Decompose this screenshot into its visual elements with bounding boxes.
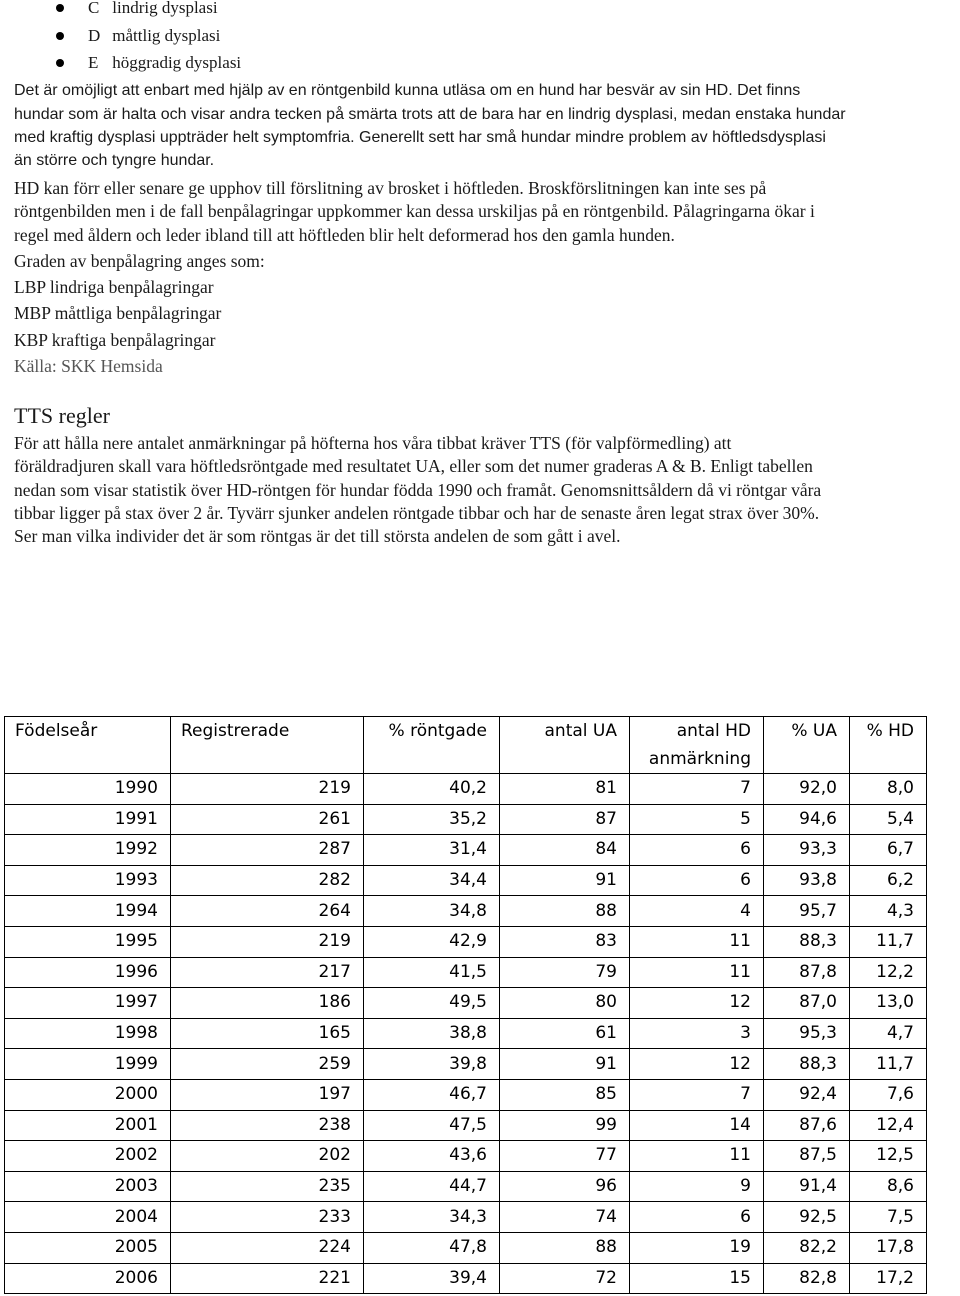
text-line: nedan som visar statistik över HD-röntgen för hundar födda 1990 och framåt. Genomsnittsåldern då vi röntgar våra — [14, 480, 822, 500]
table-cell: 14 — [630, 1110, 764, 1141]
column-header: antal UA — [500, 717, 630, 774]
table-cell: 5,4 — [850, 804, 927, 835]
grade-text: höggradig dysplasi — [112, 53, 242, 72]
table-cell: 165 — [171, 1018, 364, 1049]
table-row — [5, 957, 927, 988]
table-cell: 95,7 — [764, 896, 850, 927]
table-cell: 2003 — [5, 1171, 171, 1202]
table-cell: 2005 — [5, 1232, 171, 1263]
table-cell: 1994 — [5, 896, 171, 927]
table-row — [5, 1049, 927, 1080]
table-cell: 43,6 — [364, 1141, 500, 1172]
table-cell: 1997 — [5, 988, 171, 1019]
table-row — [5, 1202, 927, 1233]
table-cell: 8,6 — [850, 1171, 927, 1202]
table-cell: 264 — [171, 896, 364, 927]
table-row — [5, 1018, 927, 1049]
table-cell: 49,5 — [364, 988, 500, 1019]
table-cell: 1990 — [5, 774, 171, 805]
grade-code: E — [88, 53, 99, 72]
table-cell: 88 — [500, 1232, 630, 1263]
table-cell: 233 — [171, 1202, 364, 1233]
table-cell: 1993 — [5, 865, 171, 896]
table-cell: 47,5 — [364, 1110, 500, 1141]
source-citation: Källa: SKK Hemsida — [14, 356, 163, 376]
column-header: % röntgade — [364, 717, 500, 774]
table-cell: 15 — [630, 1263, 764, 1294]
table-cell: 1998 — [5, 1018, 171, 1049]
text-line: Det är omöjligt att enbart med hjälp av en röntgenbild kunna utläsa om en hund har besvär av sin HD. Det finns — [14, 82, 801, 99]
table-cell: 6 — [630, 835, 764, 866]
table-cell: 17,8 — [850, 1232, 927, 1263]
table-cell: 38,8 — [364, 1018, 500, 1049]
table-cell: 34,3 — [364, 1202, 500, 1233]
table-cell: 91 — [500, 865, 630, 896]
table-cell: 77 — [500, 1141, 630, 1172]
table-body — [5, 774, 927, 1294]
table-row — [5, 774, 927, 805]
table-cell: 261 — [171, 804, 364, 835]
table-cell: 6 — [630, 1202, 764, 1233]
table-cell: 12,4 — [850, 1110, 927, 1141]
grade-text: måttlig dysplasi — [112, 26, 221, 45]
table-cell: 93,3 — [764, 835, 850, 866]
table-cell: 88,3 — [764, 926, 850, 957]
list-item — [56, 0, 656, 21]
table-cell: 3 — [630, 1018, 764, 1049]
table-cell: 72 — [500, 1263, 630, 1294]
table-cell: 4 — [630, 896, 764, 927]
column-header: % UA — [764, 717, 850, 774]
table-cell: 85 — [500, 1079, 630, 1110]
table-cell: 46,7 — [364, 1079, 500, 1110]
table-cell: 2002 — [5, 1141, 171, 1172]
table-cell: 12,5 — [850, 1141, 927, 1172]
table-cell: 82,8 — [764, 1263, 850, 1294]
table-cell: 11,7 — [850, 1049, 927, 1080]
table-cell: 224 — [171, 1232, 364, 1263]
table-cell: 7,6 — [850, 1079, 927, 1110]
list-item — [56, 23, 656, 49]
table-cell: 92,4 — [764, 1079, 850, 1110]
table-cell: 92,0 — [764, 774, 850, 805]
table-cell: 1996 — [5, 957, 171, 988]
table-cell: 93,8 — [764, 865, 850, 896]
table-cell: 47,8 — [364, 1232, 500, 1263]
table-cell: 11 — [630, 1141, 764, 1172]
table-cell: 12 — [630, 988, 764, 1019]
table-cell: 99 — [500, 1110, 630, 1141]
text-line: För att hålla nere antalet anmärkningar på höfterna hos våra tibbat kräver TTS (för valpförmedling) att — [14, 433, 732, 453]
table-cell: 221 — [171, 1263, 364, 1294]
table-cell: 12 — [630, 1049, 764, 1080]
table-cell: 11 — [630, 926, 764, 957]
table-cell: 259 — [171, 1049, 364, 1080]
text-line: röntgenbilden men i de fall benpålagringar uppkommer kan dessa urskiljas på en röntgenbild. Pålagringarna ökar i — [14, 201, 815, 221]
table-cell: 61 — [500, 1018, 630, 1049]
table-cell: 12,2 — [850, 957, 927, 988]
table-row — [5, 1171, 927, 1202]
table-cell: 8,0 — [850, 774, 927, 805]
table-cell: 186 — [171, 988, 364, 1019]
table-cell: 88 — [500, 896, 630, 927]
table-cell: 42,9 — [364, 926, 500, 957]
table-cell: 13,0 — [850, 988, 927, 1019]
table-row — [5, 926, 927, 957]
table-cell: 91 — [500, 1049, 630, 1080]
bullet-icon — [56, 32, 64, 40]
table-cell: 41,5 — [364, 957, 500, 988]
table-cell: 287 — [171, 835, 364, 866]
table-cell: 238 — [171, 1110, 364, 1141]
table-cell: 91,4 — [764, 1171, 850, 1202]
grade-text: lindrig dysplasi — [112, 0, 218, 17]
bullet-icon — [56, 59, 64, 67]
table-cell: 2004 — [5, 1202, 171, 1233]
table-cell: 4,3 — [850, 896, 927, 927]
table-cell: 84 — [500, 835, 630, 866]
table-cell: 82,2 — [764, 1232, 850, 1263]
text-line: Graden av benpålagring anges som: — [14, 251, 265, 271]
column-header: antal HD anmärkning — [630, 717, 764, 774]
table-cell: 39,4 — [364, 1263, 500, 1294]
table-cell: 34,8 — [364, 896, 500, 927]
table-row — [5, 1141, 927, 1172]
table-cell: 34,4 — [364, 865, 500, 896]
column-header: Registrerade — [171, 717, 364, 774]
table-cell: 87,5 — [764, 1141, 850, 1172]
table-row — [5, 1079, 927, 1110]
text-line: Ser man vilka individer det är som röntgas är det till största andelen de som gått i avel. — [14, 526, 621, 546]
hd-statistics-table — [4, 716, 927, 1294]
column-header: % HD — [850, 717, 927, 774]
text-line: HD kan förr eller senare ge upphov till förslitning av brosket i höftleden. Broskförslitningen kan inte ses på — [14, 178, 767, 198]
column-header: Födelseår — [5, 717, 171, 774]
table-row — [5, 1263, 927, 1294]
text-line: regel med åldern och leder ibland till att höftleden blir helt deformerad hos den gamla hunden. — [14, 225, 675, 245]
table-cell: 31,4 — [364, 835, 500, 866]
table-cell: 217 — [171, 957, 364, 988]
text-line: föräldradjuren skall vara höftledsröntgade med resultatet UA, eller som det numer graderas A & B. Enligt tabellen — [14, 456, 813, 476]
table-cell: 87 — [500, 804, 630, 835]
table-cell: 35,2 — [364, 804, 500, 835]
table-cell: 74 — [500, 1202, 630, 1233]
table-cell: 219 — [171, 774, 364, 805]
table-cell: 6,2 — [850, 865, 927, 896]
table-cell: 87,0 — [764, 988, 850, 1019]
table-row — [5, 1110, 927, 1141]
text-line: hundar som är halta och visar andra tecken på smärta trots att de bara har en lindrig dysplasi, medan enstaka hundar — [14, 106, 846, 123]
table-cell: 2000 — [5, 1079, 171, 1110]
table-row — [5, 804, 927, 835]
table-cell: 96 — [500, 1171, 630, 1202]
table-cell: 7 — [630, 774, 764, 805]
table-cell: 87,8 — [764, 957, 850, 988]
table-cell: 219 — [171, 926, 364, 957]
table-cell: 2006 — [5, 1263, 171, 1294]
section-heading: TTS regler — [14, 403, 110, 428]
table-cell: 197 — [171, 1079, 364, 1110]
table-cell: 19 — [630, 1232, 764, 1263]
table-cell: 282 — [171, 865, 364, 896]
text-line: KBP kraftiga benpålagringar — [14, 330, 216, 350]
table-cell: 87,6 — [764, 1110, 850, 1141]
table-cell: 80 — [500, 988, 630, 1019]
text-line: LBP lindriga benpålagringar — [14, 277, 214, 297]
text-line: än större och tyngre hundar. — [14, 152, 215, 169]
table-cell: 11 — [630, 957, 764, 988]
table-cell: 79 — [500, 957, 630, 988]
table-cell: 1991 — [5, 804, 171, 835]
table-header-row — [5, 717, 927, 774]
text-line: MBP måttliga benpålagringar — [14, 303, 222, 323]
table-cell: 39,8 — [364, 1049, 500, 1080]
table-row — [5, 896, 927, 927]
table-row — [5, 1232, 927, 1263]
table-cell: 1992 — [5, 835, 171, 866]
table-cell: 1999 — [5, 1049, 171, 1080]
table-cell: 2001 — [5, 1110, 171, 1141]
table-cell: 202 — [171, 1141, 364, 1172]
bullet-icon — [56, 4, 64, 12]
table-row — [5, 865, 927, 896]
table-cell: 6,7 — [850, 835, 927, 866]
table-cell: 5 — [630, 804, 764, 835]
text-line: tibbar ligger på stax över 2 år. Tyvärr sjunker andelen röntgade tibbar och har de senaste åren legat strax över 30%. — [14, 503, 820, 523]
table-cell: 7 — [630, 1079, 764, 1110]
table-cell: 1995 — [5, 926, 171, 957]
table-cell: 235 — [171, 1171, 364, 1202]
table-cell: 4,7 — [850, 1018, 927, 1049]
table-cell: 44,7 — [364, 1171, 500, 1202]
table-cell: 17,2 — [850, 1263, 927, 1294]
table-cell: 94,6 — [764, 804, 850, 835]
table-cell: 6 — [630, 865, 764, 896]
grade-code: C — [88, 0, 100, 17]
table-cell: 9 — [630, 1171, 764, 1202]
text-line: med kraftig dysplasi uppträder helt symptomfria. Generellt sett har små hundar mindre problem av höftledsdysplasi — [14, 129, 826, 146]
table-cell: 40,2 — [364, 774, 500, 805]
grade-code: D — [88, 26, 101, 45]
list-item — [56, 50, 656, 76]
table-cell: 11,7 — [850, 926, 927, 957]
table-row — [5, 988, 927, 1019]
table-cell: 95,3 — [764, 1018, 850, 1049]
table-cell: 92,5 — [764, 1202, 850, 1233]
table-cell: 88,3 — [764, 1049, 850, 1080]
table-cell: 83 — [500, 926, 630, 957]
table-cell: 81 — [500, 774, 630, 805]
table-row — [5, 835, 927, 866]
table-cell: 7,5 — [850, 1202, 927, 1233]
